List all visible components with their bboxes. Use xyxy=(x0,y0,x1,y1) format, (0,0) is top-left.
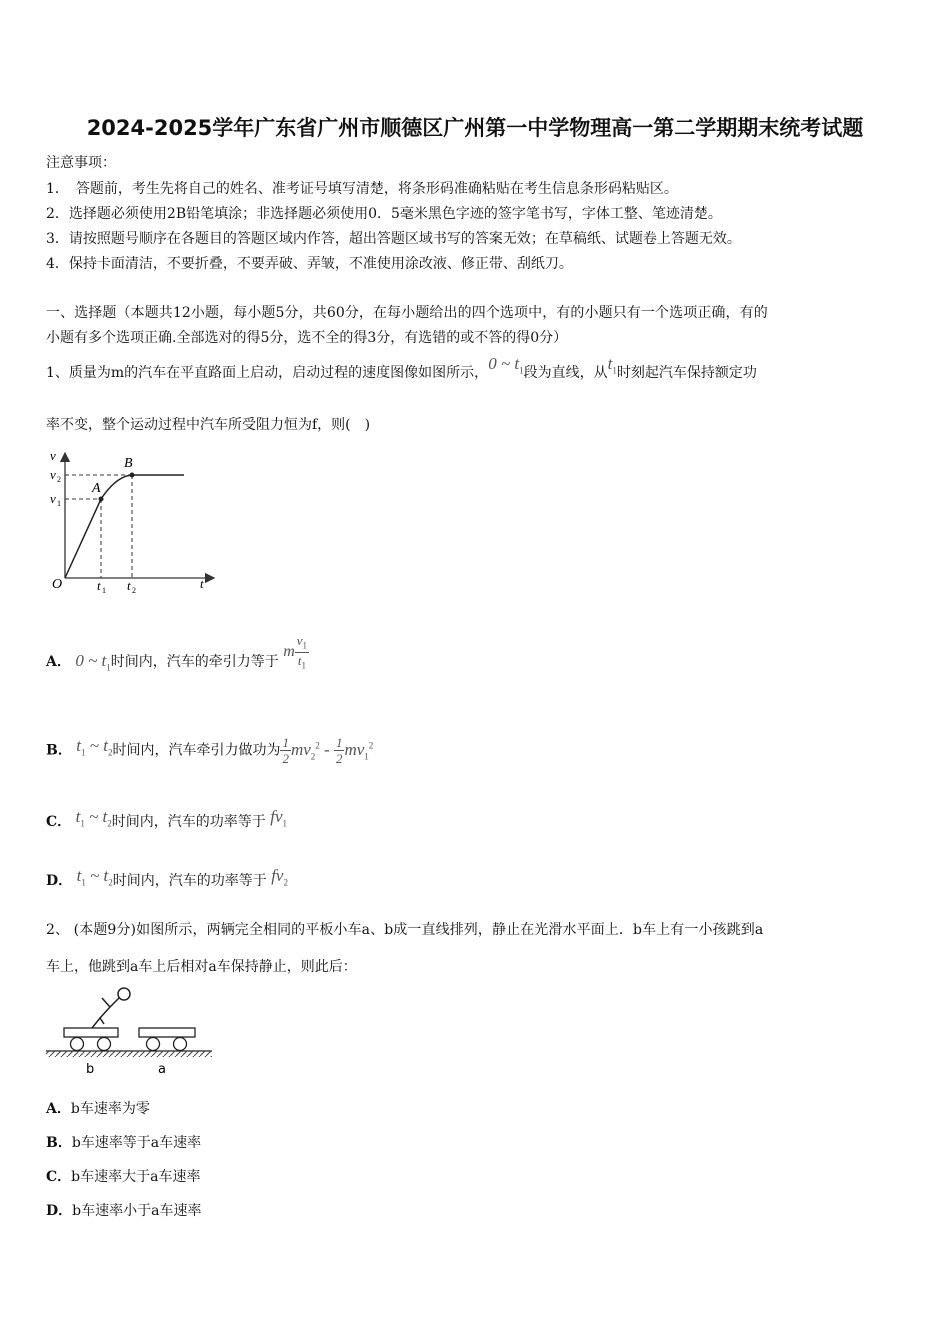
q2-stem-line1: 2、 (本题9分)如图所示，两辆完全相同的平板小车a、b成一直线排列，静止在光滑水平面上．b车上有一小孩跳到a xyxy=(46,922,764,938)
q1-option-d-range-mid-sub: 2 xyxy=(108,877,113,888)
q1-option-d-range-t-sub: 1 xyxy=(81,877,86,888)
t1-label: t xyxy=(97,578,101,593)
q1-option-b-range-mid-sub: 2 xyxy=(107,747,113,758)
notice-item-3: 3．请按照题号顺序在各题目的答题区域内作答，超出答题区域书写的答案无效；在草稿纸、试题卷上答题无效。 xyxy=(46,231,741,247)
q1-option-c-range-mid-sub: 2 xyxy=(107,818,112,829)
q1-option-a-expr xyxy=(283,633,309,671)
t1-sub: 1 xyxy=(102,586,106,595)
cart-a-wheel-left xyxy=(147,1038,160,1051)
q1-math-range xyxy=(488,354,524,376)
q1-option-b-text: 时间内，汽车牵引力做功为 xyxy=(112,742,281,759)
point-a-label: A xyxy=(92,481,101,496)
q1-option-b-letter: B． xyxy=(46,742,72,759)
point-a-dot xyxy=(99,497,104,502)
q1-option-a[interactable] xyxy=(46,633,309,682)
q2-option-b[interactable] xyxy=(46,1132,201,1152)
q2-option-a-letter: A． xyxy=(46,1101,71,1117)
q1-option-c-range-t: t xyxy=(75,807,81,826)
q1-option-d-letter: D． xyxy=(46,873,73,889)
q1-math-t1 xyxy=(607,354,617,376)
q2-option-c-text: b车速率大于a车速率 xyxy=(71,1169,201,1185)
t-axis-label: t xyxy=(200,576,204,591)
point-b-dot xyxy=(130,473,135,478)
q1-option-c-text: 时间内，汽车的功率等于 xyxy=(111,814,266,830)
q1-option-d-range-mid: ~ t xyxy=(85,866,109,885)
section-header-line2: 小题有多个选项正确.全部选对的得5分，选不全的得3分，有选错的或不答的得0分） xyxy=(46,330,568,346)
t2-sub: 2 xyxy=(132,586,136,595)
q1-option-b-range-t: t xyxy=(76,735,82,755)
q1-option-b-term1-sub: 2 xyxy=(310,751,316,762)
cart-b-wheel-right xyxy=(98,1038,111,1051)
q1-math-range-sub: 1 xyxy=(519,365,524,376)
q1-option-b-range-t-sub: 1 xyxy=(81,747,86,758)
q1-option-c[interactable] xyxy=(46,806,287,842)
child-head xyxy=(118,988,130,1000)
q1-option-b-range xyxy=(76,735,113,758)
q1-stem-line1 xyxy=(46,354,757,383)
cart-b-wheel-left xyxy=(71,1038,84,1051)
q1-option-a-m: m xyxy=(283,642,295,660)
q1-option-a-range-text: 0 ~ t xyxy=(75,650,107,670)
q1-option-b-frac1-num: 1 xyxy=(282,735,289,751)
q1-option-b-frac2-den: 2 xyxy=(335,751,343,767)
q1-option-a-range-sub: 1 xyxy=(106,662,111,673)
q1-option-b-frac1-den: 2 xyxy=(282,751,289,767)
q1-option-a-den: t xyxy=(297,652,302,668)
q1-option-b-expr xyxy=(280,735,374,767)
carts-figure xyxy=(44,984,214,1076)
q1-option-d-expr-text: fv xyxy=(271,866,284,885)
notice-item-1: 1． 答题前，考生先将自己的姓名、准考证号填写清楚，将条形码准确粘贴在考生信息条形码粘贴区。 xyxy=(46,181,678,197)
q1-option-a-num: v xyxy=(296,633,303,648)
q1-option-c-expr-text: fv xyxy=(270,807,283,826)
v-axis-label: v xyxy=(50,448,56,463)
q1-option-b-frac1 xyxy=(280,736,291,765)
q2-option-c-letter: C． xyxy=(46,1169,72,1185)
q1-option-b-term2-sup: 2 xyxy=(368,740,374,750)
q2-option-a[interactable] xyxy=(46,1098,150,1118)
q1-stem-line2: 率不变，整个运动过程中汽车所受阻力恒为f，则( ) xyxy=(46,417,371,433)
point-b-label: B xyxy=(124,456,133,471)
velocity-curve xyxy=(65,475,184,578)
q1-option-d-range-t: t xyxy=(76,866,82,885)
v1-sub: 1 xyxy=(57,499,61,508)
q1-option-c-range-t-sub: 1 xyxy=(80,818,85,829)
q2-option-d[interactable] xyxy=(46,1200,201,1220)
q1-option-c-expr-sub: 1 xyxy=(282,818,287,829)
q2-option-a-text: b车速率为零 xyxy=(70,1101,150,1117)
q2-option-b-letter: B． xyxy=(46,1135,72,1151)
notice-item-4: 4．保持卡面清洁，不要折叠，不要弄破、弄皱，不准使用涂改液、修正带、刮纸刀。 xyxy=(46,256,573,272)
velocity-time-graph xyxy=(44,445,224,597)
q1-option-c-expr xyxy=(270,807,287,829)
q2-option-d-text: b车速率小于a车速率 xyxy=(72,1203,202,1219)
q1-option-a-den-sub: 1 xyxy=(301,660,306,671)
cart-a-label: a xyxy=(158,1062,166,1076)
child-body xyxy=(92,998,119,1028)
cart-b-label: b xyxy=(86,1062,95,1076)
q1-option-c-range xyxy=(75,807,112,829)
notice-item-2: 2．选择题必须使用2B铅笔填涂；非选择题必须使用0．5毫米黑色字迹的签字笔书写，字体工整、笔迹清楚。 xyxy=(46,206,722,222)
q1-option-c-range-mid: ~ t xyxy=(84,807,108,826)
q1-text-part1: 1、质量为m的汽车在平直路面上启动，启动过程的速度图像如图所示， xyxy=(46,365,489,381)
q2-option-d-letter: D． xyxy=(46,1203,73,1219)
q1-option-b-term1-sup: 2 xyxy=(315,740,320,750)
q1-option-d-text: 时间内，汽车的功率等于 xyxy=(112,873,267,889)
q1-option-c-letter: C． xyxy=(46,814,72,830)
t2-label: t xyxy=(127,578,131,593)
q2-stem-line2: 车上，他跳到a车上后相对a车保持静止，则此后： xyxy=(46,959,357,975)
q2-option-c[interactable] xyxy=(46,1166,200,1186)
q1-option-b-frac2-num: 1 xyxy=(335,735,343,751)
cart-a-body xyxy=(139,1028,195,1037)
q1-option-a-fraction xyxy=(295,634,309,670)
page-title: 2024-2025学年广东省广州市顺德区广州第一中学物理高一第二学期期末统考试题 xyxy=(86,116,864,140)
ground-hatch xyxy=(46,1051,212,1057)
q1-option-b-minus: - xyxy=(319,739,334,759)
origin-label: O xyxy=(52,577,63,592)
q1-option-a-text: 时间内，汽车的牵引力等于 xyxy=(110,653,279,670)
q1-option-b[interactable] xyxy=(46,727,373,774)
q2-option-b-text: b车速率等于a车速率 xyxy=(71,1135,202,1151)
q1-option-b-term1: mv xyxy=(290,739,311,759)
q1-option-b-term2: mv xyxy=(344,739,365,759)
q1-option-b-term2-sub: 1 xyxy=(364,751,369,762)
cart-a-wheel-right xyxy=(174,1038,187,1051)
q1-math-t1-text: t xyxy=(607,354,613,373)
q1-text-part3: 时刻起汽车保持额定功 xyxy=(616,365,757,381)
q1-option-b-frac2 xyxy=(334,736,345,765)
q1-option-d-expr-sub: 2 xyxy=(283,877,288,888)
cart-b-body xyxy=(64,1028,118,1037)
notice-heading: 注意事项： xyxy=(46,155,116,171)
v2-sub: 2 xyxy=(57,475,61,484)
q1-option-d-range xyxy=(76,866,113,888)
q1-text-part2: 段为直线，从 xyxy=(523,365,608,381)
q1-option-a-num-sub: 1 xyxy=(302,640,308,651)
q1-math-range-text: 0 ~ t xyxy=(488,354,520,373)
q1-option-a-letter: A． xyxy=(46,653,71,670)
q1-option-b-range-mid: ~ t xyxy=(85,735,108,755)
q1-option-a-range xyxy=(75,650,111,673)
q1-option-d-expr xyxy=(271,866,288,888)
section-header-line1: 一、选择题（本题共12小题，每小题5分，共60分，在每小题给出的四个选项中，有的小题只有一个选项正确，有的 xyxy=(46,305,768,321)
q1-option-d[interactable] xyxy=(46,865,288,901)
v2-label: v xyxy=(50,467,56,482)
v1-label: v xyxy=(50,491,56,506)
q1-math-t1-sub: 1 xyxy=(612,365,617,376)
